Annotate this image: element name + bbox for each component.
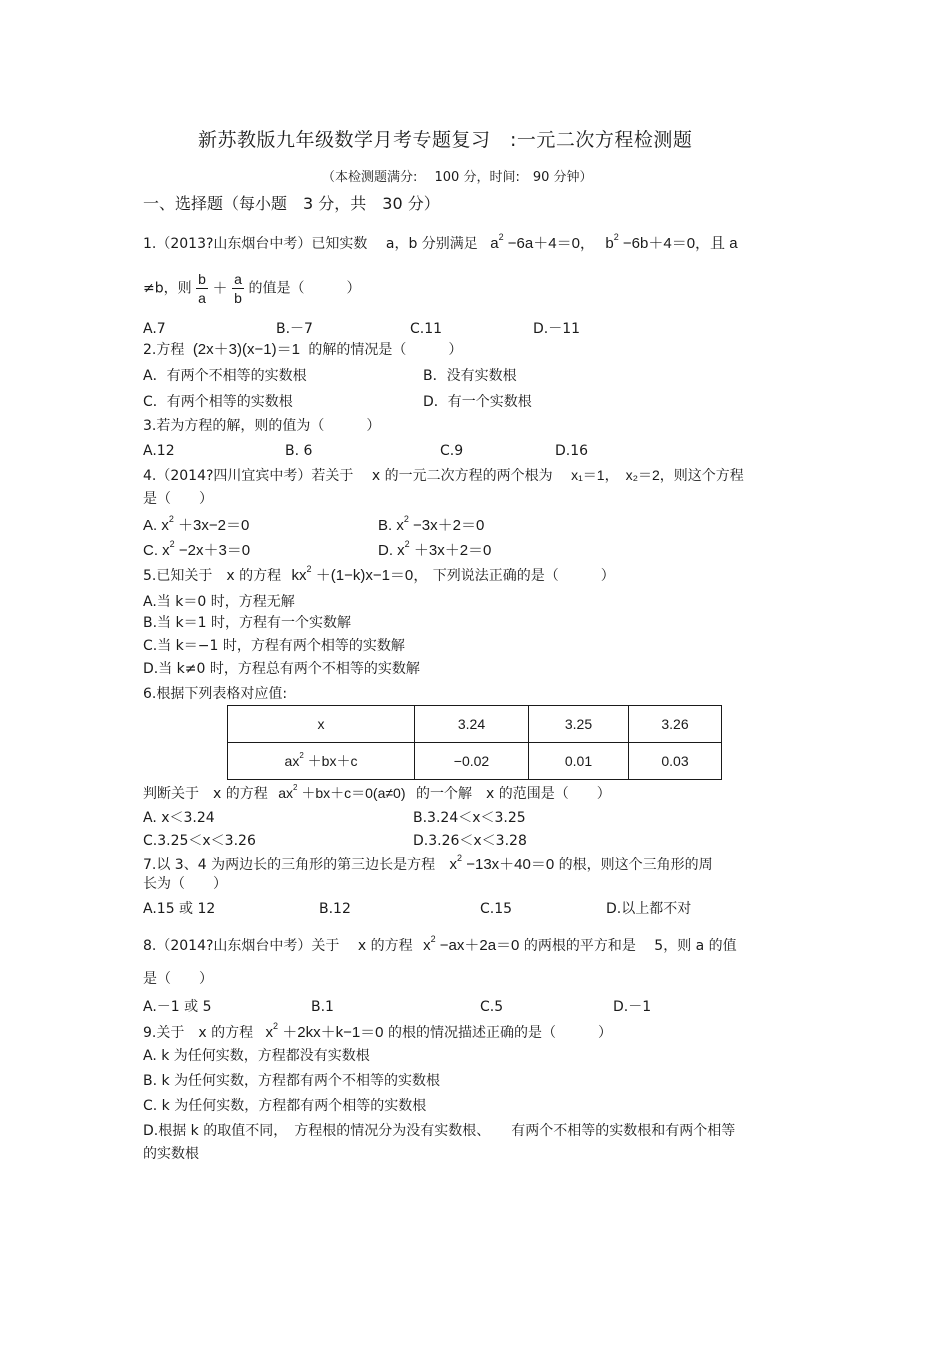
question-1-text: 1.（2013?山东烟台中考）已知实数 a，b 分别满足	[143, 236, 478, 252]
q4-option-d: D. $x^2 +3x+2=0$	[378, 539, 492, 559]
q3-option-a: A.12	[143, 443, 175, 459]
question-7-tail: 的根，则这个三角形的周	[558, 857, 713, 873]
question-8-line-1	[143, 934, 737, 954]
q5-option-b: B.当 k＝1 时，方程有一个实数解	[143, 615, 351, 631]
table-row	[228, 743, 722, 780]
q2-option-d: D．有一个实数根	[423, 394, 532, 410]
q7-option-c: C.15	[480, 901, 513, 917]
question-7-line-1	[143, 853, 713, 873]
question-1-equation-a: $a^2 -6a+4=0$，	[490, 232, 595, 252]
question-4-line-1	[143, 468, 744, 483]
table-row	[228, 706, 722, 743]
question-6-intro: 6.根据下列表格对应值:	[143, 686, 288, 702]
question-8-tail: 的两根的平方和是 5，则 a 的值	[523, 938, 737, 954]
q1-option-a: A.7	[143, 321, 166, 337]
q2-option-a: A．有两个不相等的实数根	[143, 368, 307, 384]
question-9-equation: $x^2 +2kx+k-1=0$	[265, 1021, 384, 1041]
q3-option-c: C.9	[440, 443, 464, 459]
q1-option-d: D.－11	[533, 321, 581, 337]
q4-option-a: A. $x^2 +3x-2=0$	[143, 514, 250, 534]
question-1-equation-b: $b^2 -6b+4=0$，且 a	[605, 232, 738, 252]
q8-option-b: B.1	[311, 999, 334, 1015]
q9-option-a: A. k 为任何实数，方程都没有实数根	[143, 1048, 370, 1064]
q3-option-b: B. 6	[285, 443, 313, 459]
q5-option-a: A.当 k＝0 时，方程无解	[143, 594, 295, 610]
q1-option-b: B.－7	[276, 321, 313, 337]
q7-option-b: B.12	[319, 901, 351, 917]
q7-option-d: D.以上都不对	[606, 901, 692, 917]
question-8-line-2: 是（ ）	[143, 971, 213, 987]
section-heading: 一、选择题（每小题 3 分，共 30 分）	[143, 194, 440, 213]
fraction-b-over-a: $\frac{b}{a}$	[196, 272, 208, 305]
question-5	[143, 564, 615, 584]
question-8-equation: $x^2 -ax+2a=0$	[423, 934, 520, 954]
q6-option-c: C.3.25＜x＜3.26	[143, 833, 256, 849]
q3-option-d: D.16	[555, 443, 589, 459]
q4-option-c: C. $x^2 -2x+3=0$	[143, 539, 251, 559]
question-1-line-1	[143, 232, 738, 252]
values-table	[227, 705, 722, 780]
table-cell: $ax^2 +bx+c$	[228, 743, 415, 780]
table-cell: x	[228, 706, 415, 743]
question-4-text: 4.（2014?四川宜宾中考）若关于 x 的一元二次方程的两个根为	[143, 468, 553, 484]
question-7-equation: $x^2 -13x+40=0$	[449, 853, 555, 873]
question-7-text: 7.以 3、4 为两边长的三角形的第三边长是方程	[143, 857, 436, 873]
question-5-tail: 下列说法正确的是（ ）	[432, 568, 615, 584]
question-1-condition: ≠b，则	[143, 280, 192, 297]
question-9-tail: 的根的情况描述正确的是（ ）	[387, 1025, 612, 1041]
page-subtitle: （本检测题满分: 100 分，时间: 90 分钟）	[322, 170, 593, 185]
q9-option-c: C. k 为任何实数，方程都有两个相等的实数根	[143, 1098, 427, 1114]
q9-option-b: B. k 为任何实数，方程都有两个不相等的实数根	[143, 1073, 441, 1089]
question-1-tail: 的值是（ ）	[248, 280, 361, 297]
q6-option-b: B.3.24＜x＜3.25	[413, 810, 526, 826]
question-1-line-2	[143, 272, 360, 305]
q6-option-d: D.3.26＜x＜3.28	[413, 833, 527, 849]
q4-option-b: B. $x^2 -3x+2=0$	[378, 514, 485, 534]
table-cell: 3.26	[629, 706, 722, 743]
q8-option-c: C.5	[480, 999, 504, 1015]
question-6-equation: $ax^2 +bx+c=0(a\ne 0)$	[278, 783, 406, 801]
table-cell: −0.02	[415, 743, 529, 780]
q8-option-d: D.－1	[613, 999, 652, 1015]
question-2-tail: 的解的情况是（ ）	[308, 342, 463, 358]
question-6-judge-text: 判断关于 x 的方程	[143, 786, 268, 802]
question-6-judge-tail: 的一个解 x 的范围是（ ）	[415, 786, 611, 802]
table-cell: 0.01	[529, 743, 629, 780]
q7-option-a: A.15 或 12	[143, 901, 216, 917]
question-2-equation: (2x＋3)(x−1)＝1	[192, 341, 300, 358]
q5-option-c: C.当 k＝−1 时，方程有两个相等的实数解	[143, 638, 405, 654]
q9-option-d-continued: 的实数根	[143, 1146, 199, 1162]
question-2-prefix: 2.方程	[143, 342, 185, 358]
q2-option-c: C．有两个相等的实数根	[143, 394, 293, 410]
question-6-judge	[143, 783, 611, 802]
question-7-line-2: 长为（ ）	[143, 876, 227, 892]
q1-option-c: C.11	[410, 321, 443, 337]
page-title: 新苏教版九年级数学月考专题复习 :一元二次方程检测题	[198, 129, 693, 151]
question-2	[143, 342, 462, 357]
plus-sign: ＋	[212, 280, 228, 297]
question-3: 3.若为方程的解，则的值为（ ）	[143, 418, 381, 434]
q6-option-a: A. x＜3.24	[143, 810, 215, 826]
question-4-line-2: 是（ ）	[143, 491, 213, 507]
table-cell: 0.03	[629, 743, 722, 780]
question-5-equation: $kx^2 +(1-k)x-1=0$，	[291, 564, 429, 584]
question-8-text: 8.（2014?山东烟台中考）关于 x 的方程	[143, 938, 413, 954]
q2-option-b: B．没有实数根	[423, 368, 517, 384]
fraction-a-over-b: $\frac{a}{b}$	[232, 272, 244, 305]
question-9-prefix: 9.关于 x 的方程	[143, 1025, 254, 1041]
q8-option-a: A.－1 或 5	[143, 999, 212, 1015]
table-cell: 3.25	[529, 706, 629, 743]
question-9	[143, 1021, 612, 1041]
q5-option-d: D.当 k≠0 时，方程总有两个不相等的实数解	[143, 661, 420, 677]
q9-option-d: D.根据 k 的取值不同， 方程根的情况分为没有实数根、 有两个不相等的实数根和有两个相等	[143, 1123, 736, 1139]
table-cell: 3.24	[415, 706, 529, 743]
question-4-roots: x₁＝1， x₂＝2，则这个方程	[571, 467, 744, 483]
question-5-prefix: 5.已知关于 x 的方程	[143, 568, 282, 584]
